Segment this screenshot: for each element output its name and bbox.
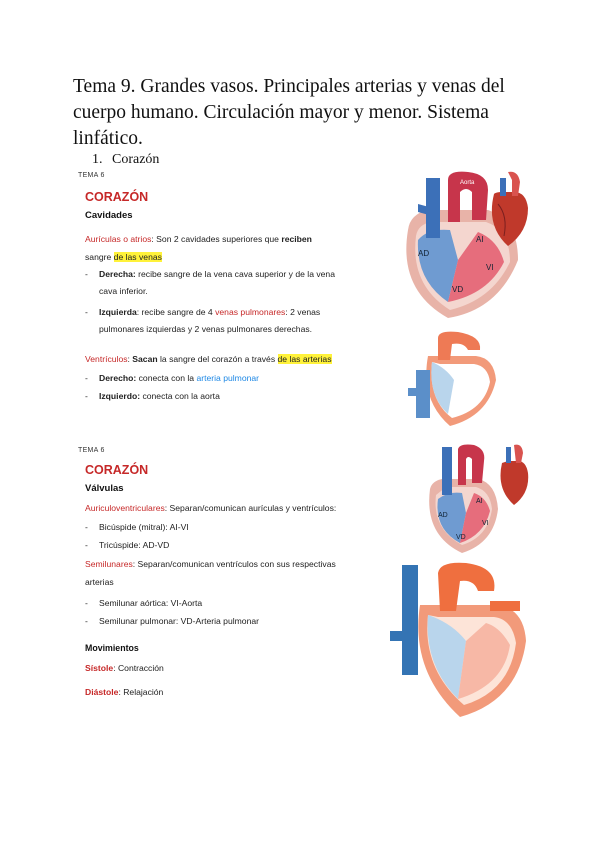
sistole-text: : Contracción	[113, 663, 164, 673]
semilunares-paragraph	[85, 555, 405, 591]
label-vd: VD	[452, 285, 464, 294]
sistole-line	[85, 659, 385, 677]
label-ai: AI	[476, 235, 484, 244]
diastole-label: Diástole	[85, 687, 119, 697]
ventriculos-highlight: de las arterias	[277, 354, 332, 364]
derecha-label: Derecha:	[99, 269, 136, 279]
auriculas-paragraph	[85, 230, 395, 266]
derecha-text2: cava inferior.	[99, 286, 148, 296]
auriculoventriculares-text: : Separan/comunican aurículas y ventrículos:	[164, 503, 337, 513]
izquierdo-bullet	[85, 388, 375, 405]
ventriculos-label: Ventrículos	[85, 354, 128, 364]
slide-valvulas	[70, 443, 530, 723]
diastole-text: : Relajación	[118, 687, 164, 697]
semilunar-aortica-text: Semilunar aórtica: VI-Aorta	[99, 598, 203, 608]
semilunares-text2: arterias	[85, 577, 114, 587]
bullet-dash: -	[85, 616, 88, 626]
slide-cavidades	[70, 170, 530, 430]
label-vd: VD	[456, 534, 466, 541]
ventriculos-text: la sangre del corazón a través	[157, 354, 278, 364]
izquierdo-text: conecta con la aorta	[140, 391, 220, 401]
bullet-dash: -	[85, 522, 88, 532]
bicuspide-bullet	[85, 519, 375, 536]
bullet-dash: -	[85, 307, 88, 317]
heart-section-diagram	[390, 561, 528, 719]
label-ad: AD	[438, 512, 448, 519]
ventriculos-paragraph	[85, 350, 405, 368]
label-vi: VI	[486, 263, 494, 272]
movimientos-heading: Movimientos	[85, 643, 139, 653]
auriculas-highlight: de las venas	[113, 252, 162, 262]
document-title: Tema 9. Grandes vasos. Principales arterias y venas del cuerpo humano. Circulación mayor y menor. Sistema linfático.	[73, 76, 505, 149]
slide-heading: Cavidades	[85, 210, 133, 221]
bullet-dash: -	[85, 373, 88, 383]
derecha-text: recibe sangre de la vena cava superior y de la vena	[135, 269, 335, 279]
auriculas-text: : Son 2 cavidades superiores que	[151, 234, 282, 244]
derecha-bullet	[85, 266, 375, 300]
list-item-corazon	[92, 152, 159, 168]
tricuspide-text: Tricúspide: AD-VD	[99, 540, 170, 550]
izquierda-text2: : 2 venas	[285, 307, 321, 317]
semilunares-text: : Separan/comunican ventrículos con sus respectivas	[132, 559, 336, 569]
izquierda-bullet	[85, 304, 375, 338]
heart-external-icon	[484, 170, 530, 248]
semilunares-label: Semilunares	[85, 559, 133, 569]
ventriculos-bold: Sacan	[132, 354, 158, 364]
bullet-dash: -	[85, 598, 88, 608]
derecho-bullet	[85, 370, 375, 387]
diastole-line	[85, 683, 385, 701]
label-vi: VI	[482, 520, 489, 527]
slide-title: CORAZÓN	[85, 190, 149, 204]
label-aorta: Aorta	[460, 180, 475, 186]
derecho-label: Derecho:	[99, 373, 137, 383]
bullet-dash: -	[85, 391, 88, 401]
list-item-label: Corazón	[112, 152, 160, 167]
slide-tema-label: TEMA 6	[78, 172, 105, 179]
bicuspide-text: Bicúspide (mitral): AI-VI	[99, 522, 189, 532]
slide-tema-label: TEMA 6	[78, 447, 105, 454]
label-ad: AD	[418, 249, 430, 258]
derecho-text: conecta con la	[136, 373, 197, 383]
semilunar-pulmonar-bullet	[85, 613, 375, 630]
heart-valves-diagram	[422, 443, 500, 555]
semilunar-pulmonar-text: Semilunar pulmonar: VD-Arteria pulmonar	[99, 616, 260, 626]
bullet-dash: -	[85, 540, 88, 550]
slide-title: CORAZÓN	[85, 463, 149, 477]
list-number: 1.	[92, 152, 103, 167]
tricuspide-bullet	[85, 537, 375, 554]
auriculas-bold: reciben	[281, 234, 312, 244]
izquierda-text3: pulmonares izquierdas y 2 venas pulmonares derechas.	[99, 324, 313, 334]
semilunar-aortica-bullet	[85, 595, 375, 612]
bullet-dash: -	[85, 269, 88, 279]
izquierda-text: : recibe sangre de 4	[136, 307, 216, 317]
sistole-label: Sístole	[85, 663, 114, 673]
venas-pulmonares: venas pulmonares	[215, 307, 286, 317]
heart-chambers-diagram	[398, 330, 498, 430]
ventriculos-sep: :	[127, 354, 133, 364]
izquierdo-label: Izquierdo:	[99, 391, 141, 401]
auriculas-label: Aurículas o atrios	[85, 234, 152, 244]
izquierda-label: Izquierda	[99, 307, 137, 317]
auriculoventriculares-paragraph	[85, 499, 405, 517]
auriculoventriculares-label: Auriculoventriculares	[85, 503, 165, 513]
heart-external-icon	[496, 443, 530, 507]
auriculas-text2: sangre	[85, 252, 114, 262]
slide-heading: Válvulas	[85, 483, 124, 494]
arteria-pulmonar-text: arteria pulmonar	[196, 373, 260, 383]
label-ai: AI	[476, 498, 483, 505]
